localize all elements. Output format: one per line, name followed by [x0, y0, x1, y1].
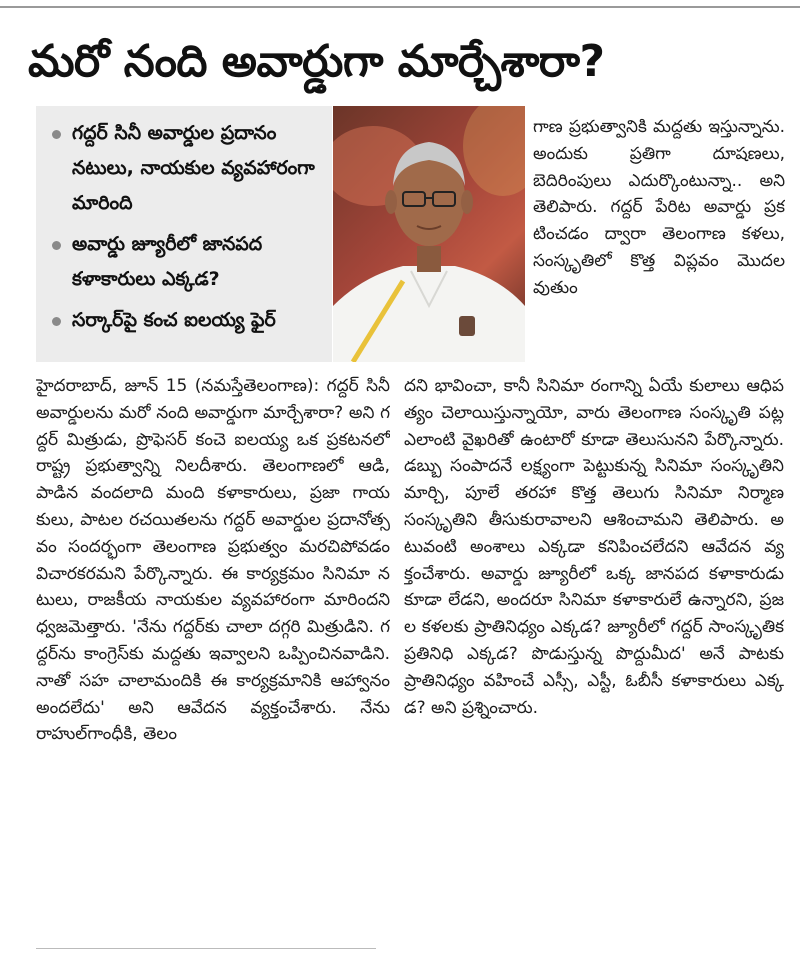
highlight-item — [50, 303, 320, 338]
highlight-item — [50, 227, 320, 297]
speaker-photo — [333, 106, 525, 362]
highlight-item — [50, 116, 320, 221]
top-rule — [0, 6, 800, 8]
highlight-text: సర్కార్‌పై కంచ ఐలయ్య ఫైర్ — [72, 309, 276, 331]
article-column-right: దని భావించా, కానీ సినిమా రంగాన్ని ఏయే కులాలు ఆధిపత్యం చెలాయిస్తున్నాయో, వారు తెలంగాణ సంస్కృతి పట్ల ఎలాంటి వైఖరితో ఉంటారో కూడా తెలుసునని పేర్కొన్నారు. డబ్బు సంపాదనే లక్ష్యంగా పెట్టుకున్న సినిమా సంస్కృతిని మార్చి, పూలే తరహా కొత్త తెలుగు సినిమా నిర్మాణ సంస్కృతిని తీసుకురావాలని ఆశించామని తెలిపారు. అటువంటి అంశాలు ఎక్కడా కనిపించలేదని ఆవేదన వ్యక్తంచేశారు. అవార్డు జ్యూరీలో ఒక్క జానపద కళాకారుడు కూడా లేడని, అందరూ సినిమా కళాకారులే ఉన్నారని, ప్రజల కళలకు ప్రాతినిధ్యం ఎక్కడ? జ్యూరీలో గద్దర్ సాంస్కృతిక ప్రతినిధి ఎక్కడ? పొడుస్తున్న పొద్దుమీద' అనే పాటకు ప్రాతినిధ్యం వహించే ఎస్సీ, ఎస్టీ, ఓబీసీ కళాకారులు ఎక్కడ? అని ప్రశ్నించారు. — [404, 376, 784, 718]
highlight-text: గద్దర్ సినీ అవార్డుల ప్రదానం నటులు, నాయకుల వ్యవహారంగా మారింది — [72, 122, 315, 214]
article-column-left: హైదరాబాద్, జూన్ 15 (నమస్తేతెలంగాణ): గద్దర్ సినీ అవార్డులను మరో నంది అవార్డుగా మార్చేశారా? అని గద్దర్ మిత్రుడు, ప్రొఫెసర్ కంచె ఐలయ్య ఒక ప్రకటనలో రాష్ట్ర ప్రభుత్వాన్ని నిలదీశారు. తెలంగాణలో ఆడి, పాడిన వందలాది మంది కళాకారులు, ప్రజా గాయకులు, పాటల రచయితలను గద్దర్ అవార్డుల ప్రదానోత్సవం సందర్భంగా తెలంగాణ ప్రభుత్వం మరచిపోవడం విచారకరమని పేర్కొన్నారు. ఈ కార్యక్రమం సినిమా నటులు, రాజకీయ నాయకుల వ్యవహారంగా మారిందని ధ్వజమెత్తారు. 'నేను గద్దర్‌కు చాలా దగ్గరి మిత్రుడిని. గద్దర్‌ను కాంగ్రెస్‌కు మద్దతు ఇవ్వాలని ఒప్పించినవాడిని. నాతో సహ చాలామందికి ఈ కార్యక్రమానికి ఆహ్వానం అందలేదు' అని ఆవేదన వ్యక్తంచేశారు. నేను రాహుల్‌గాంధీకి, తెలం — [36, 376, 390, 745]
highlight-text: అవార్డు జ్యూరీలో జానపద కళాకారులు ఎక్కడ? — [72, 233, 263, 290]
bottom-rule — [36, 948, 376, 949]
bullet-icon — [52, 241, 61, 250]
headline: మరో నంది అవార్డుగా మార్చేశారా? — [28, 36, 605, 87]
speaker-portrait — [333, 106, 525, 362]
article-column-right-top: గాణ ప్రభుత్వానికి మద్దతు ఇస్తున్నాను. అందుకు ప్రతిగా దూషణలు, బెదిరింపులు ఎదుర్కొంటున్నా.. అని తెలిపారు. గద్దర్ పేరిట అవార్డు ప్రకటించడం ద్వారా తెలంగాణ కళలు, సంస్కృతిలో కొత్త విప్లవం మొదలవుతుం — [533, 117, 785, 298]
bullet-icon — [52, 130, 61, 139]
highlights-box — [36, 106, 332, 362]
bullet-icon — [52, 317, 61, 326]
